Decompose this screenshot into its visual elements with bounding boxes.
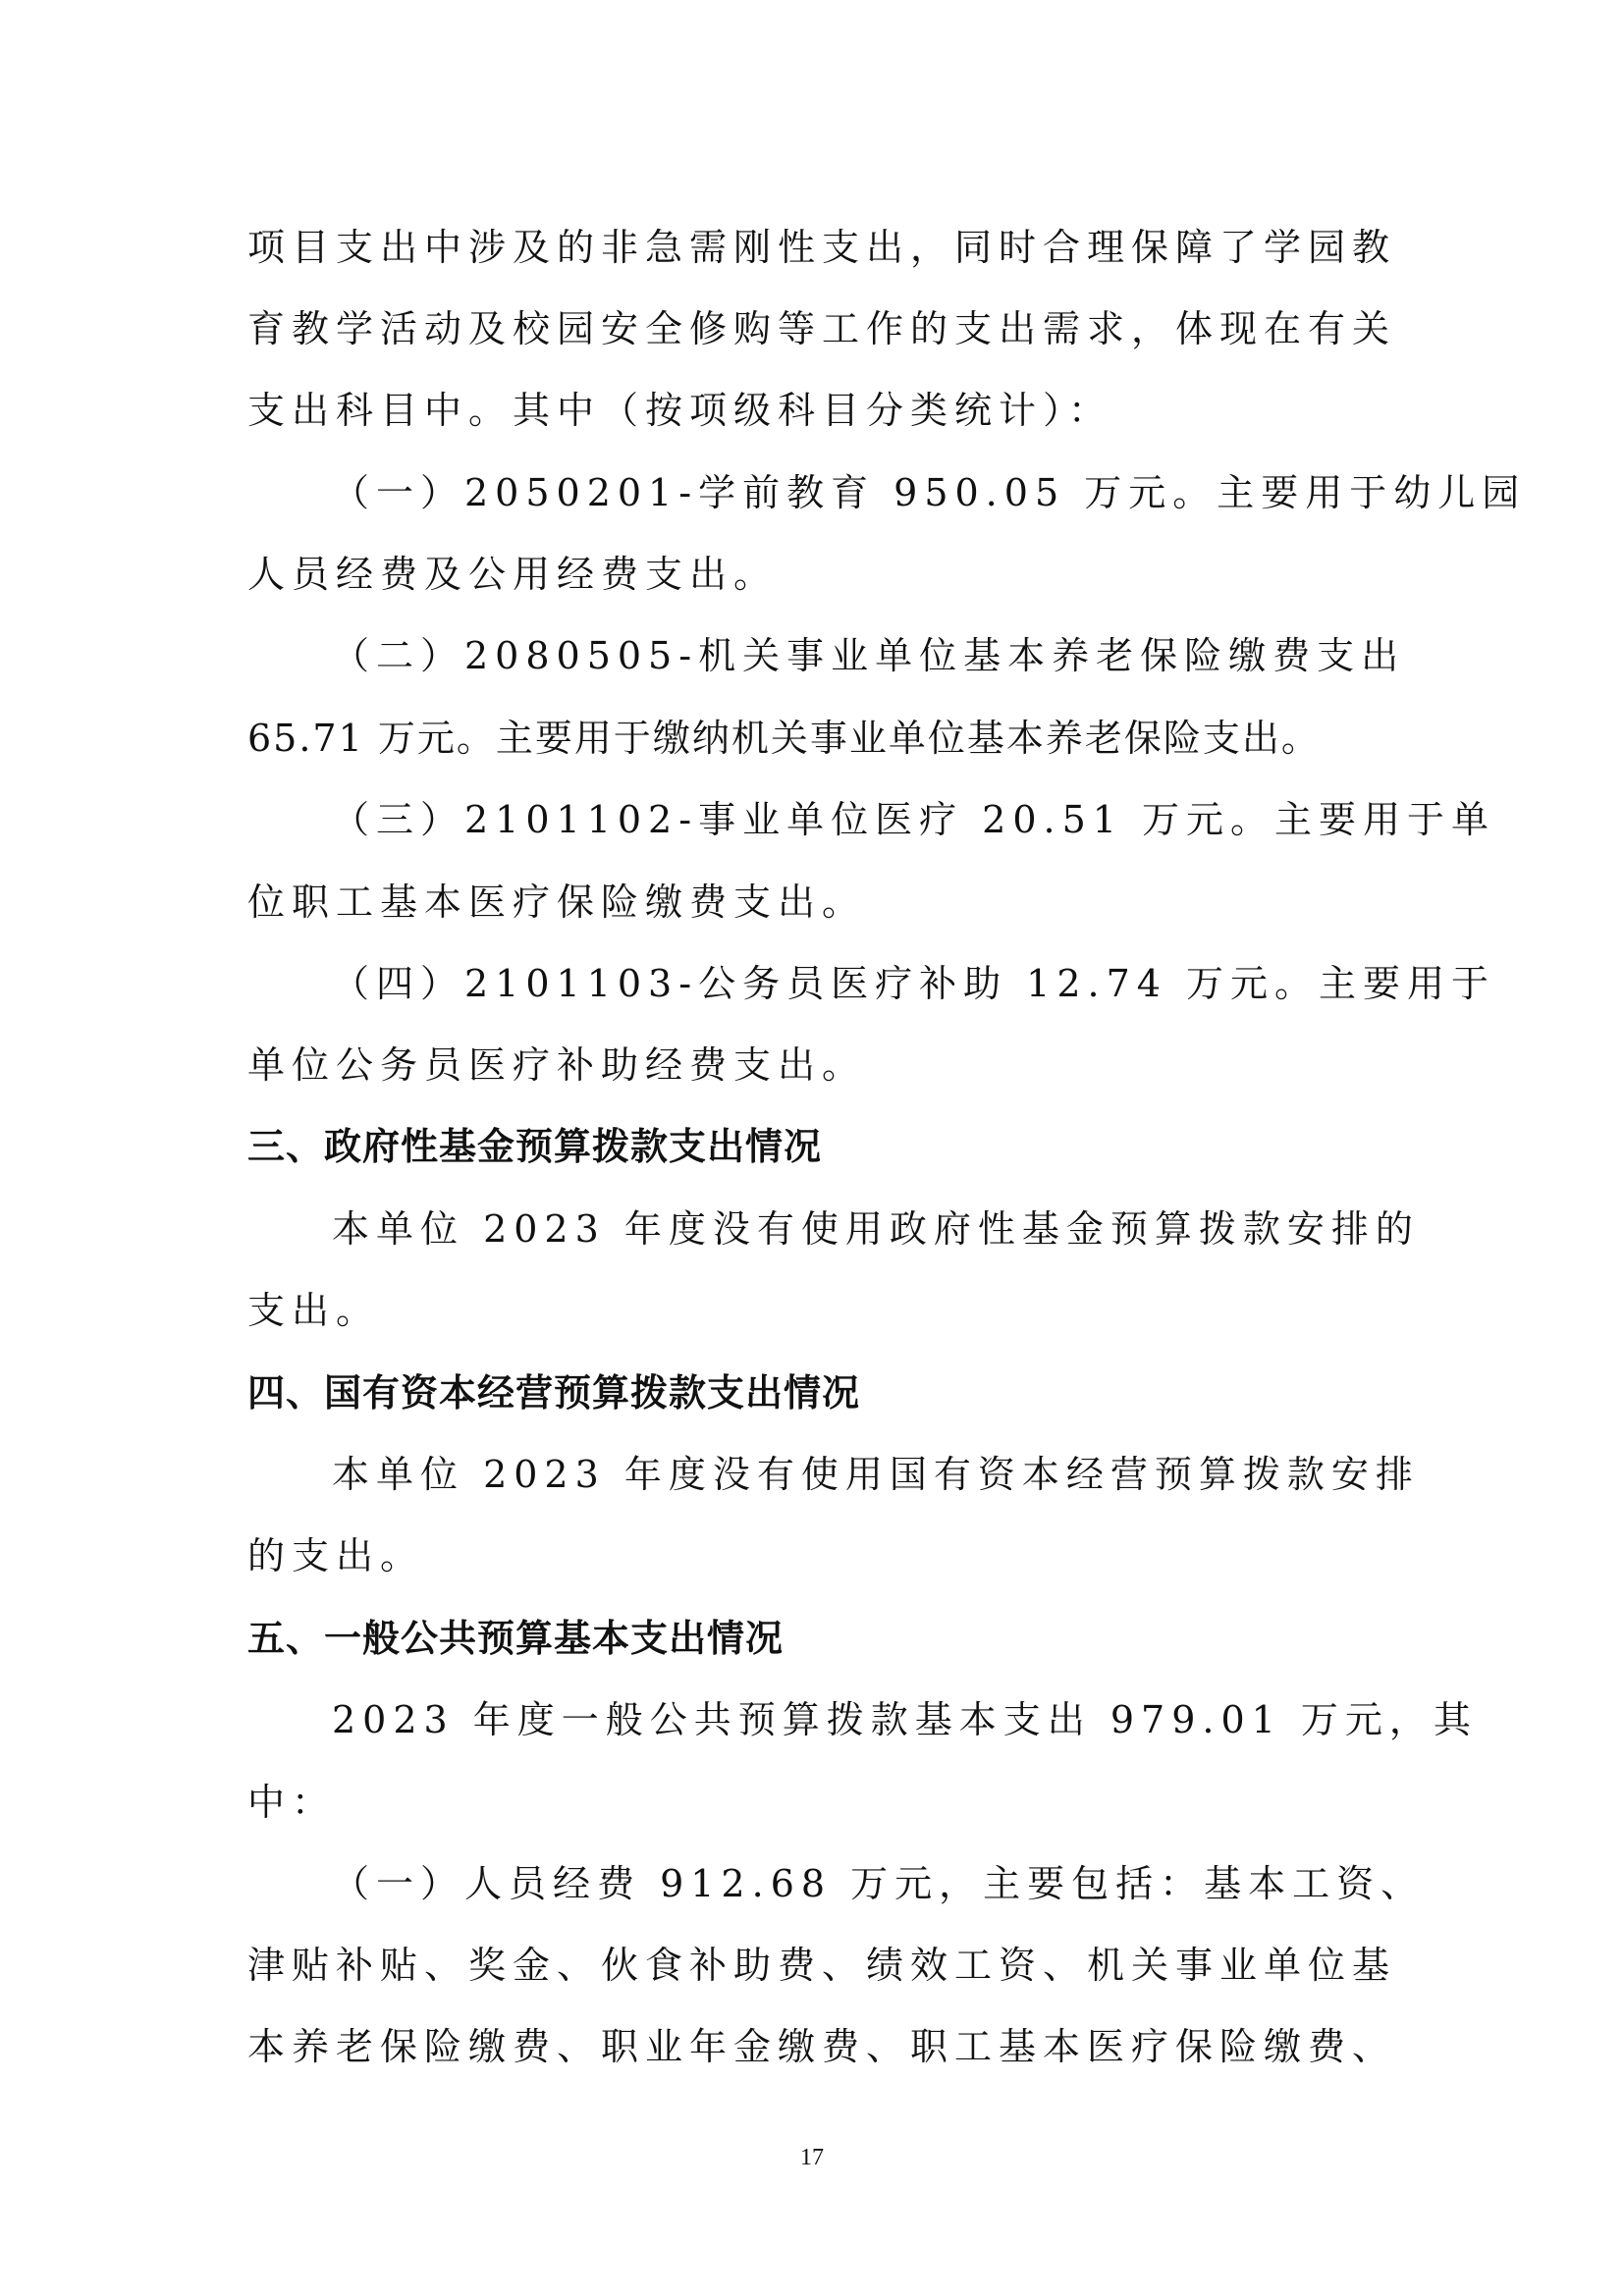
body-line-4: （一）2050201-学前教育 950.05 万元。主要用于幼儿园 xyxy=(332,471,1527,514)
body-line-20: 中： xyxy=(247,1781,337,1824)
body-line-16: 本单位 2023 年度没有使用国有资本经营预算拨款安排 xyxy=(332,1453,1420,1496)
section-heading-4: 四、国有资本经营预算拨款支出情况 xyxy=(247,1371,861,1415)
body-line-17: 的支出。 xyxy=(247,1534,425,1577)
body-line-23: 本养老保险缴费、职业年金缴费、职工基本医疗保险缴费、 xyxy=(247,2025,1397,2068)
section-heading-3: 三、政府性基金预算拨款支出情况 xyxy=(247,1125,823,1168)
body-line-6: （二）2080505-机关事业单位基本养老保险缴费支出 xyxy=(332,634,1406,677)
section-heading-5: 五、一般公共预算基本支出情况 xyxy=(247,1617,785,1660)
body-line-22: 津贴补贴、奖金、伙食补助费、绩效工资、机关事业单位基 xyxy=(247,1944,1397,1987)
page-number: 17 xyxy=(800,2145,824,2170)
body-line-1: 项目支出中涉及的非急需刚性支出，同时合理保障了学园教 xyxy=(247,226,1397,269)
body-line-10: （四）2101103-公务员医疗补助 12.74 万元。主要用于 xyxy=(332,962,1496,1005)
body-line-14: 支出。 xyxy=(247,1289,381,1332)
body-line-21: （一）人员经费 912.68 万元，主要包括：基本工资、 xyxy=(332,1862,1426,1905)
body-line-2: 育教学活动及校园安全修购等工作的支出需求，体现在有关 xyxy=(247,307,1397,350)
body-line-9: 位职工基本医疗保险缴费支出。 xyxy=(247,881,867,924)
body-line-8: （三）2101102-事业单位医疗 20.51 万元。主要用于单 xyxy=(332,798,1496,841)
body-line-11: 单位公务员医疗补助经费支出。 xyxy=(247,1043,867,1087)
body-line-5: 人员经费及公用经费支出。 xyxy=(247,553,779,596)
body-line-7: 65.71 万元。主要用于缴纳机关事业单位基本养老保险支出。 xyxy=(247,717,1321,760)
body-line-3: 支出科目中。其中（按项级科目分类统计）： xyxy=(247,389,1113,432)
body-line-19: 2023 年度一般公共预算拨款基本支出 979.01 万元，其 xyxy=(332,1698,1478,1741)
body-line-13: 本单位 2023 年度没有使用政府性基金预算拨款安排的 xyxy=(332,1207,1420,1251)
